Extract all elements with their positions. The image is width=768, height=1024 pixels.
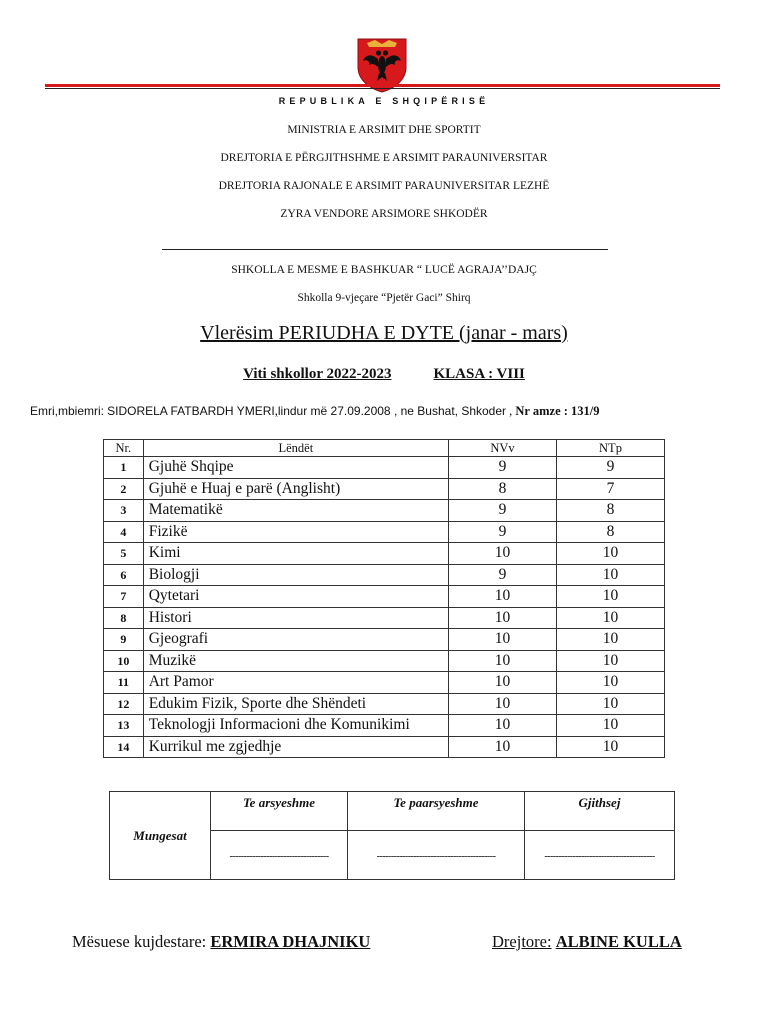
total-header: Gjithsej	[525, 792, 675, 831]
year-class-line	[0, 366, 768, 383]
row-nr: 7	[104, 586, 144, 608]
table-row	[104, 715, 665, 737]
row-subject: Gjeografi	[143, 629, 448, 651]
report-title: Vlerësim PERIUDHA E DYTE (janar - mars)	[200, 322, 568, 344]
row-nvv: 10	[449, 672, 557, 694]
row-nr: 14	[104, 736, 144, 758]
table-row	[104, 564, 665, 586]
student-birth: lindur më 27.09.2008 , ne Bushat, Shkoder	[277, 404, 507, 418]
row-nr: 10	[104, 650, 144, 672]
row-subject: Gjuhë Shqipe	[143, 457, 448, 479]
row-nr: 13	[104, 715, 144, 737]
teacher-name: ERMIRA DHAJNIKU	[210, 932, 371, 951]
teacher-signature	[72, 932, 370, 952]
director-label: Drejtore:	[492, 932, 552, 951]
row-ntp: 10	[557, 736, 665, 758]
row-nvv: 10	[449, 586, 557, 608]
name-comma: ,	[274, 404, 278, 418]
row-nr: 12	[104, 693, 144, 715]
row-nvv: 10	[449, 543, 557, 565]
row-ntp: 9	[557, 457, 665, 479]
school-subtitle: Shkolla 9-vjeçare “Pjetër Gaci” Shirq	[297, 292, 471, 304]
table-row	[104, 629, 665, 651]
unjustified-header: Te paarsyeshme	[348, 792, 525, 831]
row-subject: Muzikë	[143, 650, 448, 672]
justified-header: Te arsyeshme	[211, 792, 348, 831]
republic-title: REPUBLIKA E SHQIPËRISË	[278, 96, 490, 106]
row-subject: Biologji	[143, 564, 448, 586]
row-subject: Kurrikul me zgjedhje	[143, 736, 448, 758]
row-subject: Matematikë	[143, 500, 448, 522]
row-nvv: 9	[449, 500, 557, 522]
header-red-line	[45, 84, 720, 87]
header-nr: Nr.	[104, 440, 144, 457]
row-nr: 9	[104, 629, 144, 651]
row-subject: Histori	[143, 607, 448, 629]
total-value: ---------------------------------------	[544, 851, 655, 862]
row-subject: Kimi	[143, 543, 448, 565]
divider	[162, 249, 608, 250]
absences-table	[109, 791, 675, 880]
row-ntp: 10	[557, 672, 665, 694]
table-row	[104, 521, 665, 543]
table-row	[104, 736, 665, 758]
row-ntp: 10	[557, 715, 665, 737]
school-name: SHKOLLA E MESME E BASHKUAR “ LUCË AGRAJA’’DAJÇ	[231, 264, 537, 276]
row-subject: Gjuhë e Huaj e parë (Anglisht)	[143, 478, 448, 500]
row-nr: 8	[104, 607, 144, 629]
directorate-regional-line: DREJTORIA RAJONALE E ARSIMIT PARAUNIVERSITAR LEZHË	[218, 180, 550, 192]
header-nvv: NVv	[449, 440, 557, 457]
row-nvv: 9	[449, 564, 557, 586]
row-ntp: 8	[557, 500, 665, 522]
row-nvv: 10	[449, 650, 557, 672]
student-label: Emri,mbiemri:	[30, 404, 104, 418]
row-nvv: 10	[449, 693, 557, 715]
row-nvv: 10	[449, 715, 557, 737]
row-nvv: 10	[449, 736, 557, 758]
info-separator: ,	[506, 404, 516, 418]
row-nr: 5	[104, 543, 144, 565]
student-name: SIDORELA FATBARDH YMERI	[107, 404, 275, 418]
student-info	[30, 404, 768, 419]
row-nr: 6	[104, 564, 144, 586]
director-signature	[492, 932, 682, 952]
row-nvv: 9	[449, 457, 557, 479]
table-row	[104, 478, 665, 500]
table-row	[104, 607, 665, 629]
row-nvv: 10	[449, 607, 557, 629]
row-nr: 3	[104, 500, 144, 522]
row-nvv: 9	[449, 521, 557, 543]
school-year: Viti shkollor 2022-2023	[243, 366, 392, 382]
row-nr: 2	[104, 478, 144, 500]
row-subject: Qytetari	[143, 586, 448, 608]
unjustified-value: ------------------------------------------	[376, 851, 496, 862]
director-name: ALBINE KULLA	[555, 932, 682, 951]
row-ntp: 10	[557, 564, 665, 586]
table-row	[104, 650, 665, 672]
table-row	[104, 500, 665, 522]
absences-label: Mungesat	[110, 792, 211, 880]
ministry-line: MINISTRIA E ARSIMIT DHE SPORTIT	[287, 124, 481, 136]
justified-value: -----------------------------------	[229, 851, 329, 862]
row-ntp: 10	[557, 607, 665, 629]
row-ntp: 10	[557, 629, 665, 651]
register-number: Nr amze : 131/9	[515, 404, 600, 418]
row-ntp: 10	[557, 693, 665, 715]
row-ntp: 10	[557, 586, 665, 608]
row-ntp: 8	[557, 521, 665, 543]
row-subject: Art Pamor	[143, 672, 448, 694]
directorate-general-line: DREJTORIA E PËRGJITHSHME E ARSIMIT PARAUNIVERSITAR	[220, 152, 548, 164]
grades-table	[103, 439, 665, 758]
header-black-line	[45, 88, 720, 89]
row-subject: Edukim Fizik, Sporte dhe Shëndeti	[143, 693, 448, 715]
grades-header-row	[104, 440, 665, 457]
row-nvv: 10	[449, 629, 557, 651]
row-ntp: 7	[557, 478, 665, 500]
office-line: ZYRA VENDORE ARSIMORE SHKODËR	[280, 208, 488, 220]
teacher-label: Mësuese kujdestare:	[72, 932, 207, 951]
row-ntp: 10	[557, 650, 665, 672]
row-nr: 4	[104, 521, 144, 543]
row-nvv: 8	[449, 478, 557, 500]
class-label: KLASA : VIII	[433, 366, 525, 382]
row-ntp: 10	[557, 543, 665, 565]
table-row	[104, 586, 665, 608]
table-row	[104, 457, 665, 479]
row-nr: 1	[104, 457, 144, 479]
table-row	[104, 543, 665, 565]
row-subject: Teknologji Informacioni dhe Komunikimi	[143, 715, 448, 737]
table-row	[104, 693, 665, 715]
row-nr: 11	[104, 672, 144, 694]
header-ntp: NTp	[557, 440, 665, 457]
table-row	[104, 672, 665, 694]
row-subject: Fizikë	[143, 521, 448, 543]
header-subject: Lëndët	[143, 440, 448, 457]
